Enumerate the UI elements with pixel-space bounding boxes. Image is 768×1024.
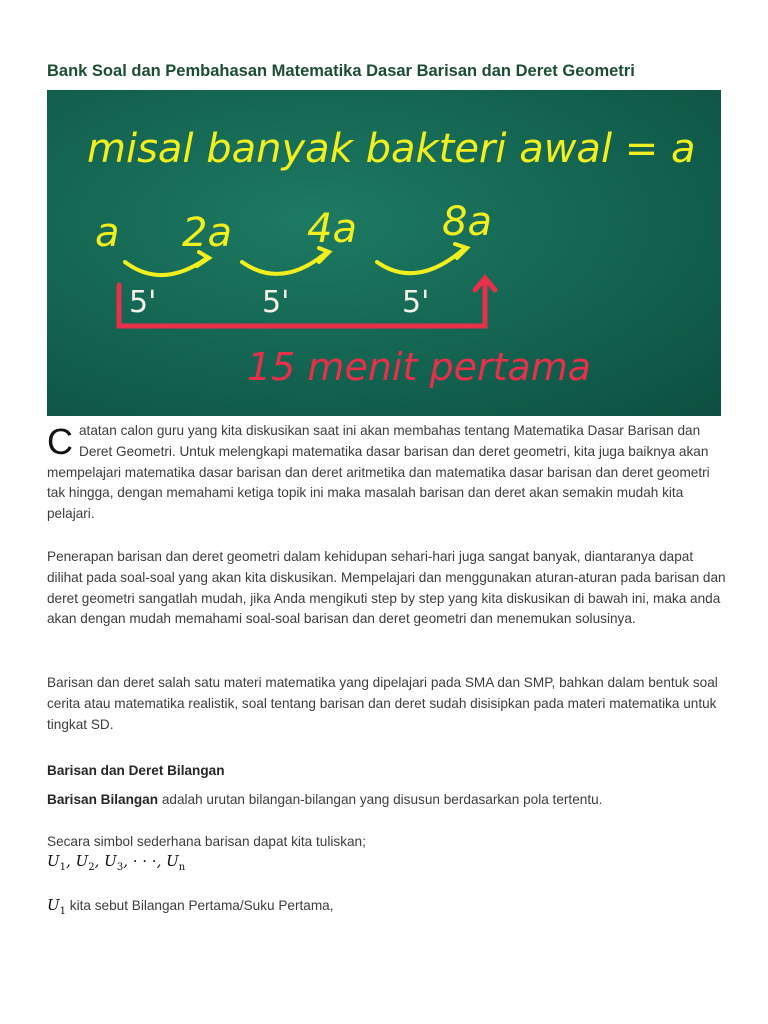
drop-cap: C xyxy=(47,421,73,462)
first-term-text: kita sebut Bilangan Pertama/Suku Pertama, xyxy=(66,898,334,913)
chalk-caption: 15 menit pertama xyxy=(247,345,592,389)
chalk-term-4: 8a xyxy=(442,199,492,245)
chalk-arcs xyxy=(125,244,467,275)
article-title: Bank Soal dan Pembahasan Matematika Dasar Barisan dan Deret Geometri xyxy=(47,62,635,80)
symbol-intro: Secara simbol sederhana barisan dapat kita tuliskan; xyxy=(47,834,366,849)
paragraph-2: Penerapan barisan dan deret geometri dalam kehidupan sehari-hari juga sangat banyak, diantaranya dapat dilihat pada soal-soal yang akan kita diskusikan. Mempelajari dan menggunakan aturan-aturan pada barisan dan deret geometri sangatlah mudah, jika Anda mengikuti step by step yang kita diskusikan di bawah ini, maka anda akan dengan mudah memahami soal-soal barisan dan deret geometri dan menemukan solusinya. xyxy=(47,549,726,627)
chalk-interval-1: 5' xyxy=(129,285,157,320)
chalk-arc-2 xyxy=(242,252,327,274)
chalk-bracket-line xyxy=(119,280,485,326)
first-term-line xyxy=(47,895,727,923)
definition-term: Barisan Bilangan xyxy=(47,792,159,807)
chalk-arc-3 xyxy=(377,248,465,273)
chalk-interval-2: 5' xyxy=(262,285,290,320)
chalk-interval-3: 5' xyxy=(402,285,430,320)
chalk-arc-1 xyxy=(125,258,207,275)
intro-paragraph xyxy=(47,421,727,525)
sequence-formula: $U_1$, $U_2$, $U_3$, · · ·, $U_n$ xyxy=(47,852,186,873)
intro-text: atatan calon guru yang kita diskusikan saat ini akan membahas tentang Matematika Dasar Barisan dan Deret Geometri. Untuk melengkapi matematika dasar barisan dan deret geometri, kita juga baiknya akan mempelajari matematika dasar barisan dan deret aritmetika dan matematika dasar barisan dan deret geometri tak hingga, dengan memahami ketiga topik ini maka masalah barisan dan deret akan semakin mudah kita pelajari. xyxy=(47,423,710,522)
first-term-symbol: $U_1$ xyxy=(47,896,67,917)
paragraph-3: Barisan dan deret salah satu materi matematika yang dipelajari pada SMA dan SMP, bahkan dalam bentuk soal cerita atau matematika realistik, soal tentang barisan dan deret sudah disisipkan pada materi matematika untuk tingkat SD. xyxy=(47,675,718,732)
definition-text: adalah urutan bilangan-bilangan yang disusun berdasarkan pola tertentu. xyxy=(158,792,603,807)
chalkboard-image xyxy=(47,90,721,416)
section-heading: Barisan dan Deret Bilangan xyxy=(47,763,225,778)
chalk-line-1: misal banyak bakteri awal = a xyxy=(87,126,696,172)
chalk-term-1: a xyxy=(95,210,120,256)
chalkboard-drawing xyxy=(47,90,721,416)
chalk-bracket xyxy=(119,278,495,326)
definition-paragraph xyxy=(47,790,727,811)
chalk-term-3: 4a xyxy=(307,206,357,252)
chalk-term-2: 2a xyxy=(182,210,232,256)
